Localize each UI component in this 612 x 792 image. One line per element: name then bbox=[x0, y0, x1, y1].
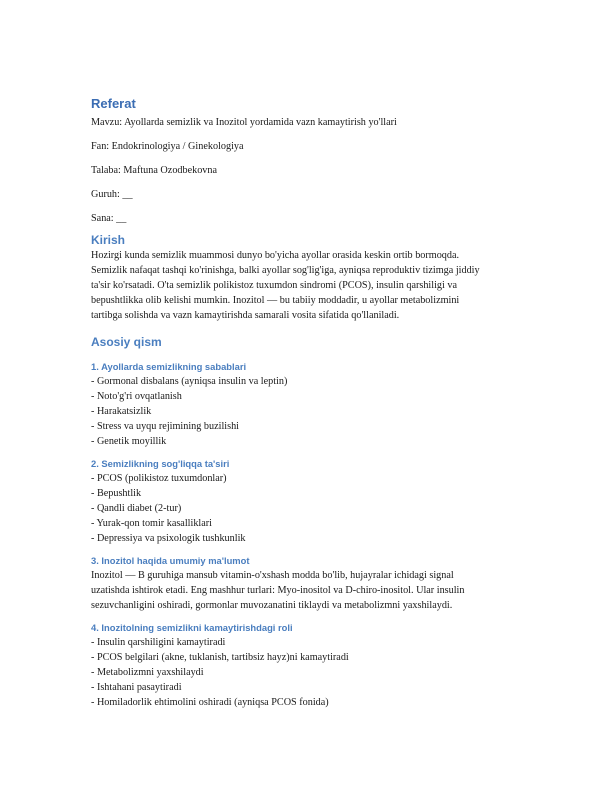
group-line: Guruh: __ bbox=[91, 189, 133, 200]
topic-line: Mavzu: Ayollarda semizlik va Inozitol yordamida vazn kamaytirish yo'llari bbox=[91, 117, 397, 128]
date-line: Sana: __ bbox=[91, 213, 127, 224]
list-item: - Depressiya va psixologik tushkunlik bbox=[91, 533, 246, 544]
list-item: - Noto'g'ri ovqatlanish bbox=[91, 391, 182, 402]
inositol-role-list bbox=[91, 635, 531, 710]
document-body bbox=[91, 96, 531, 710]
section-4-heading: 4. Inozitolning semizlikni kamaytirishdagi roli bbox=[91, 622, 293, 633]
paragraph-line: tartibga solishda va vazn kamaytirishda samarali vosita sifatida qo'llaniladi. bbox=[91, 310, 400, 321]
paragraph-line: bepushtlikka olib kelishi mumkin. Inozitol — bu tabiiy moddadir, u ayollar metabolizmini bbox=[91, 295, 460, 306]
section-1-heading: 1. Ayollarda semizlikning sabablari bbox=[91, 361, 247, 372]
student-line: Talaba: Maftuna Ozodbekovna bbox=[91, 165, 218, 176]
list-item: - Qandli diabet (2-tur) bbox=[91, 503, 182, 514]
list-item: - Metabolizmni yaxshilaydi bbox=[91, 667, 204, 678]
paragraph-line: Semizlik nafaqat tashqi ko'rinishga, balki ayollar sog'lig'iga, ayniqsa reproduktiv tizimga jiddiy bbox=[91, 265, 480, 276]
list-item: - Bepushtlik bbox=[91, 488, 142, 499]
paragraph-line: ta'sir ko'rsatadi. O'ta semizlik polikistoz tuxumdon sindromi (PCOS), insulin qarshiligi va bbox=[91, 280, 458, 291]
list-item: - Homiladorlik ehtimolini oshiradi (ayniqsa PCOS fonida) bbox=[91, 697, 329, 708]
main-part-heading: Asosiy qism bbox=[91, 335, 162, 349]
list-item: - Genetik moyillik bbox=[91, 436, 167, 447]
section-3-heading: 3. Inozitol haqida umumiy ma'lumot bbox=[91, 555, 250, 566]
paragraph-line: sezuvchanligini oshiradi, gormonlar muvozanatini tiklaydi va metabolizmni yaxshilaydi. bbox=[91, 600, 453, 611]
list-item: - Harakatsizlik bbox=[91, 406, 152, 417]
introduction-heading: Kirish bbox=[91, 233, 126, 247]
list-item: - PCOS (polikistoz tuxumdonlar) bbox=[91, 473, 227, 484]
paragraph-line: uzatishda ishtirok etadi. Eng mashhur turlari: Myo-inositol va D-chiro-inositol. Ular insulin bbox=[91, 585, 465, 596]
paragraph-line: Inozitol — B guruhiga mansub vitamin-o'xshash modda bo'lib, hujayralar ichidagi signal bbox=[91, 570, 454, 581]
subject-line: Fan: Endokrinologiya / Ginekologiya bbox=[91, 141, 244, 152]
list-item: - Insulin qarshiligini kamaytiradi bbox=[91, 637, 226, 648]
document-title: Referat bbox=[91, 96, 136, 111]
causes-list bbox=[91, 374, 531, 449]
section-2-heading: 2. Semizlikning sog'liqqa ta'siri bbox=[91, 458, 230, 469]
list-item: - Gormonal disbalans (ayniqsa insulin va leptin) bbox=[91, 376, 288, 387]
health-effects-list bbox=[91, 471, 531, 546]
list-item: - Ishtahani pasaytiradi bbox=[91, 682, 182, 693]
paragraph-line: Hozirgi kunda semizlik muammosi dunyo bo'yicha ayollar orasida keskin ortib bormoqda. bbox=[91, 250, 460, 261]
inositol-info-paragraph bbox=[91, 568, 531, 613]
list-item: - Stress va uyqu rejimining buzilishi bbox=[91, 421, 239, 432]
list-item: - Yurak-qon tomir kasalliklari bbox=[91, 518, 212, 529]
introduction-paragraph bbox=[91, 248, 531, 323]
list-item: - PCOS belgilari (akne, tuklanish, tartibsiz hayz)ni kamaytiradi bbox=[91, 652, 349, 663]
